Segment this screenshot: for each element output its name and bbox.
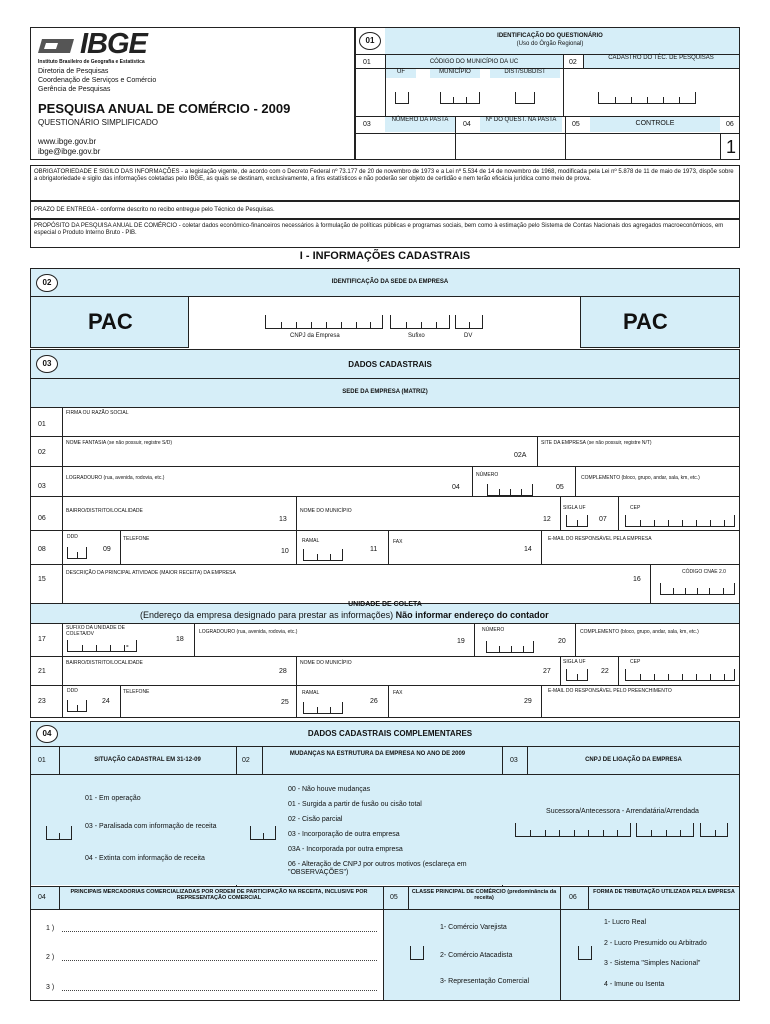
forma-input[interactable] <box>578 946 592 960</box>
control-digit: 1 <box>726 137 737 157</box>
ramal-uc-input[interactable] <box>303 702 343 714</box>
numero-input[interactable] <box>487 484 533 496</box>
uf-input[interactable] <box>566 515 588 527</box>
firma-input[interactable] <box>62 408 739 436</box>
cnpj-ligacao-dv[interactable] <box>700 823 728 837</box>
mercadoria-1-input[interactable] <box>62 931 377 932</box>
ddd-input[interactable] <box>67 547 87 559</box>
numero-uc-input[interactable] <box>486 641 534 653</box>
bairro-uc-input[interactable] <box>63 667 268 684</box>
s02-title: IDENTIFICAÇÃO DA SEDE DA EMPRESA <box>331 279 449 285</box>
uc-title: UNIDADE DE COLETA <box>348 601 422 608</box>
ramal-input[interactable] <box>303 549 343 561</box>
cod-mun-label: CÓDIGO DO MUNICÍPIO DA UC <box>385 55 563 68</box>
cnpj-panel <box>189 297 580 348</box>
prazo-note: PRAZO DE ENTREGA - conforme descrito no recibo entregue pelo Técnico de Pesquisas. <box>30 201 740 219</box>
mercadoria-2-input[interactable] <box>62 960 377 961</box>
dept-line-3: Gerência de Pesquisas <box>38 86 111 93</box>
dept-line-2: Coordenação de Serviços e Comércio <box>38 77 157 84</box>
fax-input[interactable] <box>389 545 514 563</box>
ddd-uc-input[interactable] <box>67 700 87 712</box>
ibge-wordmark: IBGE <box>80 28 147 60</box>
contact-email: ibge@ibge.gov.br <box>38 147 101 156</box>
pac-left: PAC <box>88 309 133 334</box>
email-empresa-input[interactable] <box>542 545 738 563</box>
id-title: IDENTIFICAÇÃO DO QUESTIONÁRIO <box>497 33 603 39</box>
cnpj-ligacao-sufixo[interactable] <box>636 823 694 837</box>
mudancas-input[interactable] <box>250 826 276 840</box>
section-title: I - INFORMAÇÕES CADASTRAIS <box>299 250 471 262</box>
dv-input[interactable] <box>455 315 483 329</box>
ibge-logo-icon <box>38 35 78 57</box>
mercadoria-3-input[interactable] <box>62 990 377 991</box>
telefone-input[interactable] <box>121 540 271 563</box>
proposito-note: PROPÓSITO DA PESQUISA ANUAL DE COMÉRCIO - coletar dados econômico-financeiros necessários à formulação de políticas públicas e programas sociais, bem como à estimação pelo Sistema de Contas Nacionais dos agregados macroeconômicos, em especial o Produto Interno Bruto - PIB. <box>30 219 740 248</box>
institute-name: Instituto Brasileiro de Geografia e Estatística <box>38 59 145 65</box>
fax-uc-input[interactable] <box>389 696 514 717</box>
municipio-uc-input[interactable] <box>297 667 532 684</box>
atividade-input[interactable] <box>63 577 613 602</box>
cnpj-input[interactable] <box>265 315 383 329</box>
s03-title: DADOS CADASTRAIS <box>348 360 432 369</box>
dist-code-input[interactable] <box>515 92 535 104</box>
logradouro-uc-input[interactable] <box>195 634 445 655</box>
pac-right: PAC <box>623 309 668 334</box>
site-input[interactable] <box>538 448 738 465</box>
cep-uc-input[interactable] <box>625 669 735 681</box>
cnpj-ligacao-input[interactable] <box>515 823 631 837</box>
nome-fantasia-input[interactable] <box>63 437 503 465</box>
dept-line-1: Diretoria de Pesquisas <box>38 68 109 75</box>
website: www.ibge.gov.br <box>38 137 97 146</box>
telefone-uc-input[interactable] <box>121 694 271 717</box>
bairro-input[interactable] <box>63 497 268 529</box>
complemento-uc-input[interactable] <box>576 637 738 655</box>
survey-title: PESQUISA ANUAL DE COMÉRCIO - 2009 <box>38 101 291 116</box>
id-subtitle: (Uso do Órgão Regional) <box>516 41 584 47</box>
logradouro-input[interactable] <box>63 467 443 495</box>
cad-tec-label: CADASTRO DO TÉC. DE PESQUISAS <box>583 55 739 68</box>
email-resp-input[interactable] <box>542 696 738 717</box>
cnae-input[interactable] <box>660 583 735 595</box>
cep-input[interactable] <box>625 515 735 527</box>
uf-uc-input[interactable] <box>566 669 588 681</box>
sede-header: SEDE DA EMPRESA (MATRIZ) <box>31 379 739 407</box>
uf-code-input[interactable] <box>395 92 409 104</box>
uc-warning: Não informar endereço do contador <box>395 610 549 620</box>
sufixo-input[interactable] <box>390 315 450 329</box>
complemento-input[interactable] <box>576 482 738 495</box>
situacao-input[interactable] <box>46 826 72 840</box>
classe-input[interactable] <box>410 946 424 960</box>
mun-code-input[interactable] <box>440 92 480 104</box>
municipio-input[interactable] <box>297 497 532 529</box>
uc-subtitle: (Endereço da empresa designado para prestar as informações) Não informar endereço do contador <box>140 610 549 620</box>
id-number: 01 <box>359 32 381 50</box>
sigilo-note: OBRIGATORIEDADE E SIGILO DAS INFORMAÇÕES - a legislação vigente, de acordo com o Decreto Federal nº 73.177 de 20 de novembro de 1973 e a Lei nº 5.534 de 14 de novembro de 1968, modificada pela Lei nº 5.878 de 11 de maio de 1973, dispõe sobre a obrigatoriedade e sigilo das informações coletadas pelo IBGE, as quais se destinam, exclusivamente, a fins estatísticos e não poderão ser objeto de certidão e nem terão eficácia jurídica como meio de prova. <box>30 165 740 201</box>
survey-subtitle: QUESTIONÁRIO SIMPLIFICADO <box>38 118 159 127</box>
cad-tec-input[interactable] <box>598 92 696 104</box>
s04-title: DADOS CADASTRAIS COMPLEMENTARES <box>307 729 473 738</box>
